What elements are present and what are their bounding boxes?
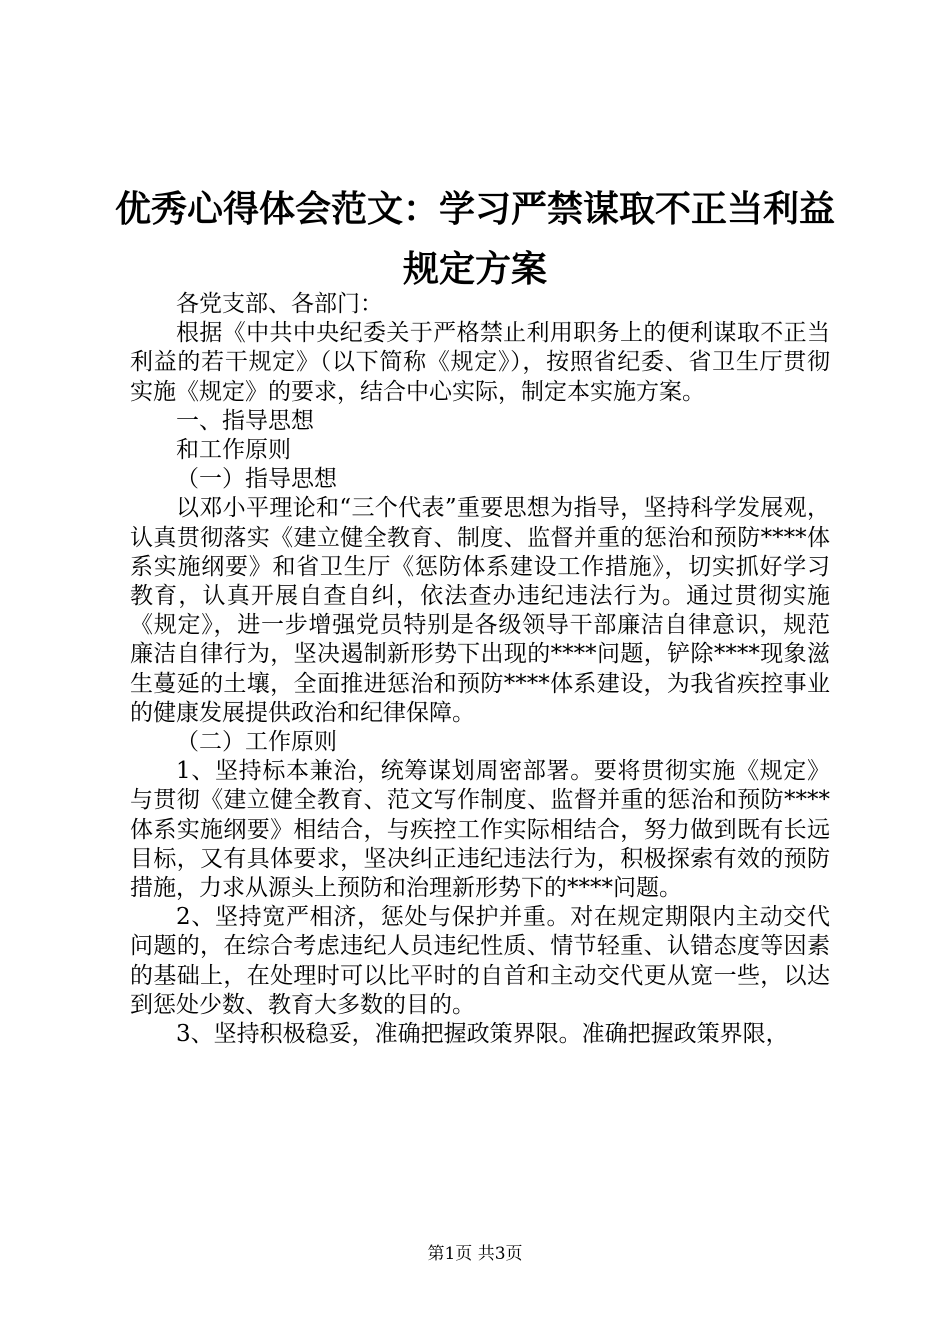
paragraph-intro: 根据《中共中央纪委关于严格禁止利用职务上的便利谋取不正当利益的若干规定》（以下简称《规定》），按照省纪委、省卫生厅贯彻实施《规定》的要求，结合中心实际，制定本实施方案。	[130, 320, 830, 405]
paragraph-principle-2: 2、坚持宽严相济，惩处与保护并重。对在规定期限内主动交代问题的，在综合考虑违纪人员违纪性质、情节轻重、认错态度等因素的基础上，在处理时可以比平时的自首和主动交代更从宽一些，以达到惩处少数、教育大多数的目的。	[130, 904, 830, 1018]
heading-section-1-cont: 和工作原则	[176, 437, 291, 464]
paragraph-principle-3: 3、坚持积极稳妥，准确把握政策界限。准确把握政策界限，	[176, 1021, 789, 1048]
document-title-line-2: 规定方案	[402, 249, 547, 290]
document-body	[130, 290, 830, 1049]
subheading-guiding-thought: （一）指导思想	[176, 466, 337, 493]
paragraph-principle-1: 1、坚持标本兼治，统筹谋划周密部署。要将贯彻实施《规定》与贯彻《建立健全教育、范文写作制度、监督并重的惩治和预防****体系实施纲要》相结合，与疾控工作实际相结合，努力做到既有长远目标，又有具体要求，坚决纠正违纪违法行为，积极探索有效的预防措施，力求从源头上预防和治理新形势下的****问题。	[130, 758, 830, 902]
document-title-line-1: 优秀心得体会范文：学习严禁谋取不正当利益	[114, 189, 835, 230]
heading-section-1: 一、指导思想	[176, 407, 314, 434]
subheading-work-principles: （二）工作原则	[176, 729, 337, 756]
salutation: 各党支部、各部门：	[176, 291, 383, 317]
paragraph-guiding-thought: 以邓小平理论和“三个代表”重要思想为指导，坚持科学发展观，认真贯彻落实《建立健全教育、制度、监督并重的惩治和预防****体系实施纲要》和省卫生厅《惩防体系建设工作措施》，切实抓好学习教育，认真开展自查自纠，依法查办违纪违法行为。通过贯彻实施《规定》，进一步增强党员特别是各级领导干部廉洁自律意识，规范廉洁自律行为，坚决遏制新形势下出现的****问题，铲除****现象滋生蔓延的土壤，全面推进惩治和预防****体系建设，为我省疾控事业的健康发展提供政治和纪律保障。	[130, 495, 830, 726]
page-footer: 第1页 共3页	[427, 1244, 523, 1264]
